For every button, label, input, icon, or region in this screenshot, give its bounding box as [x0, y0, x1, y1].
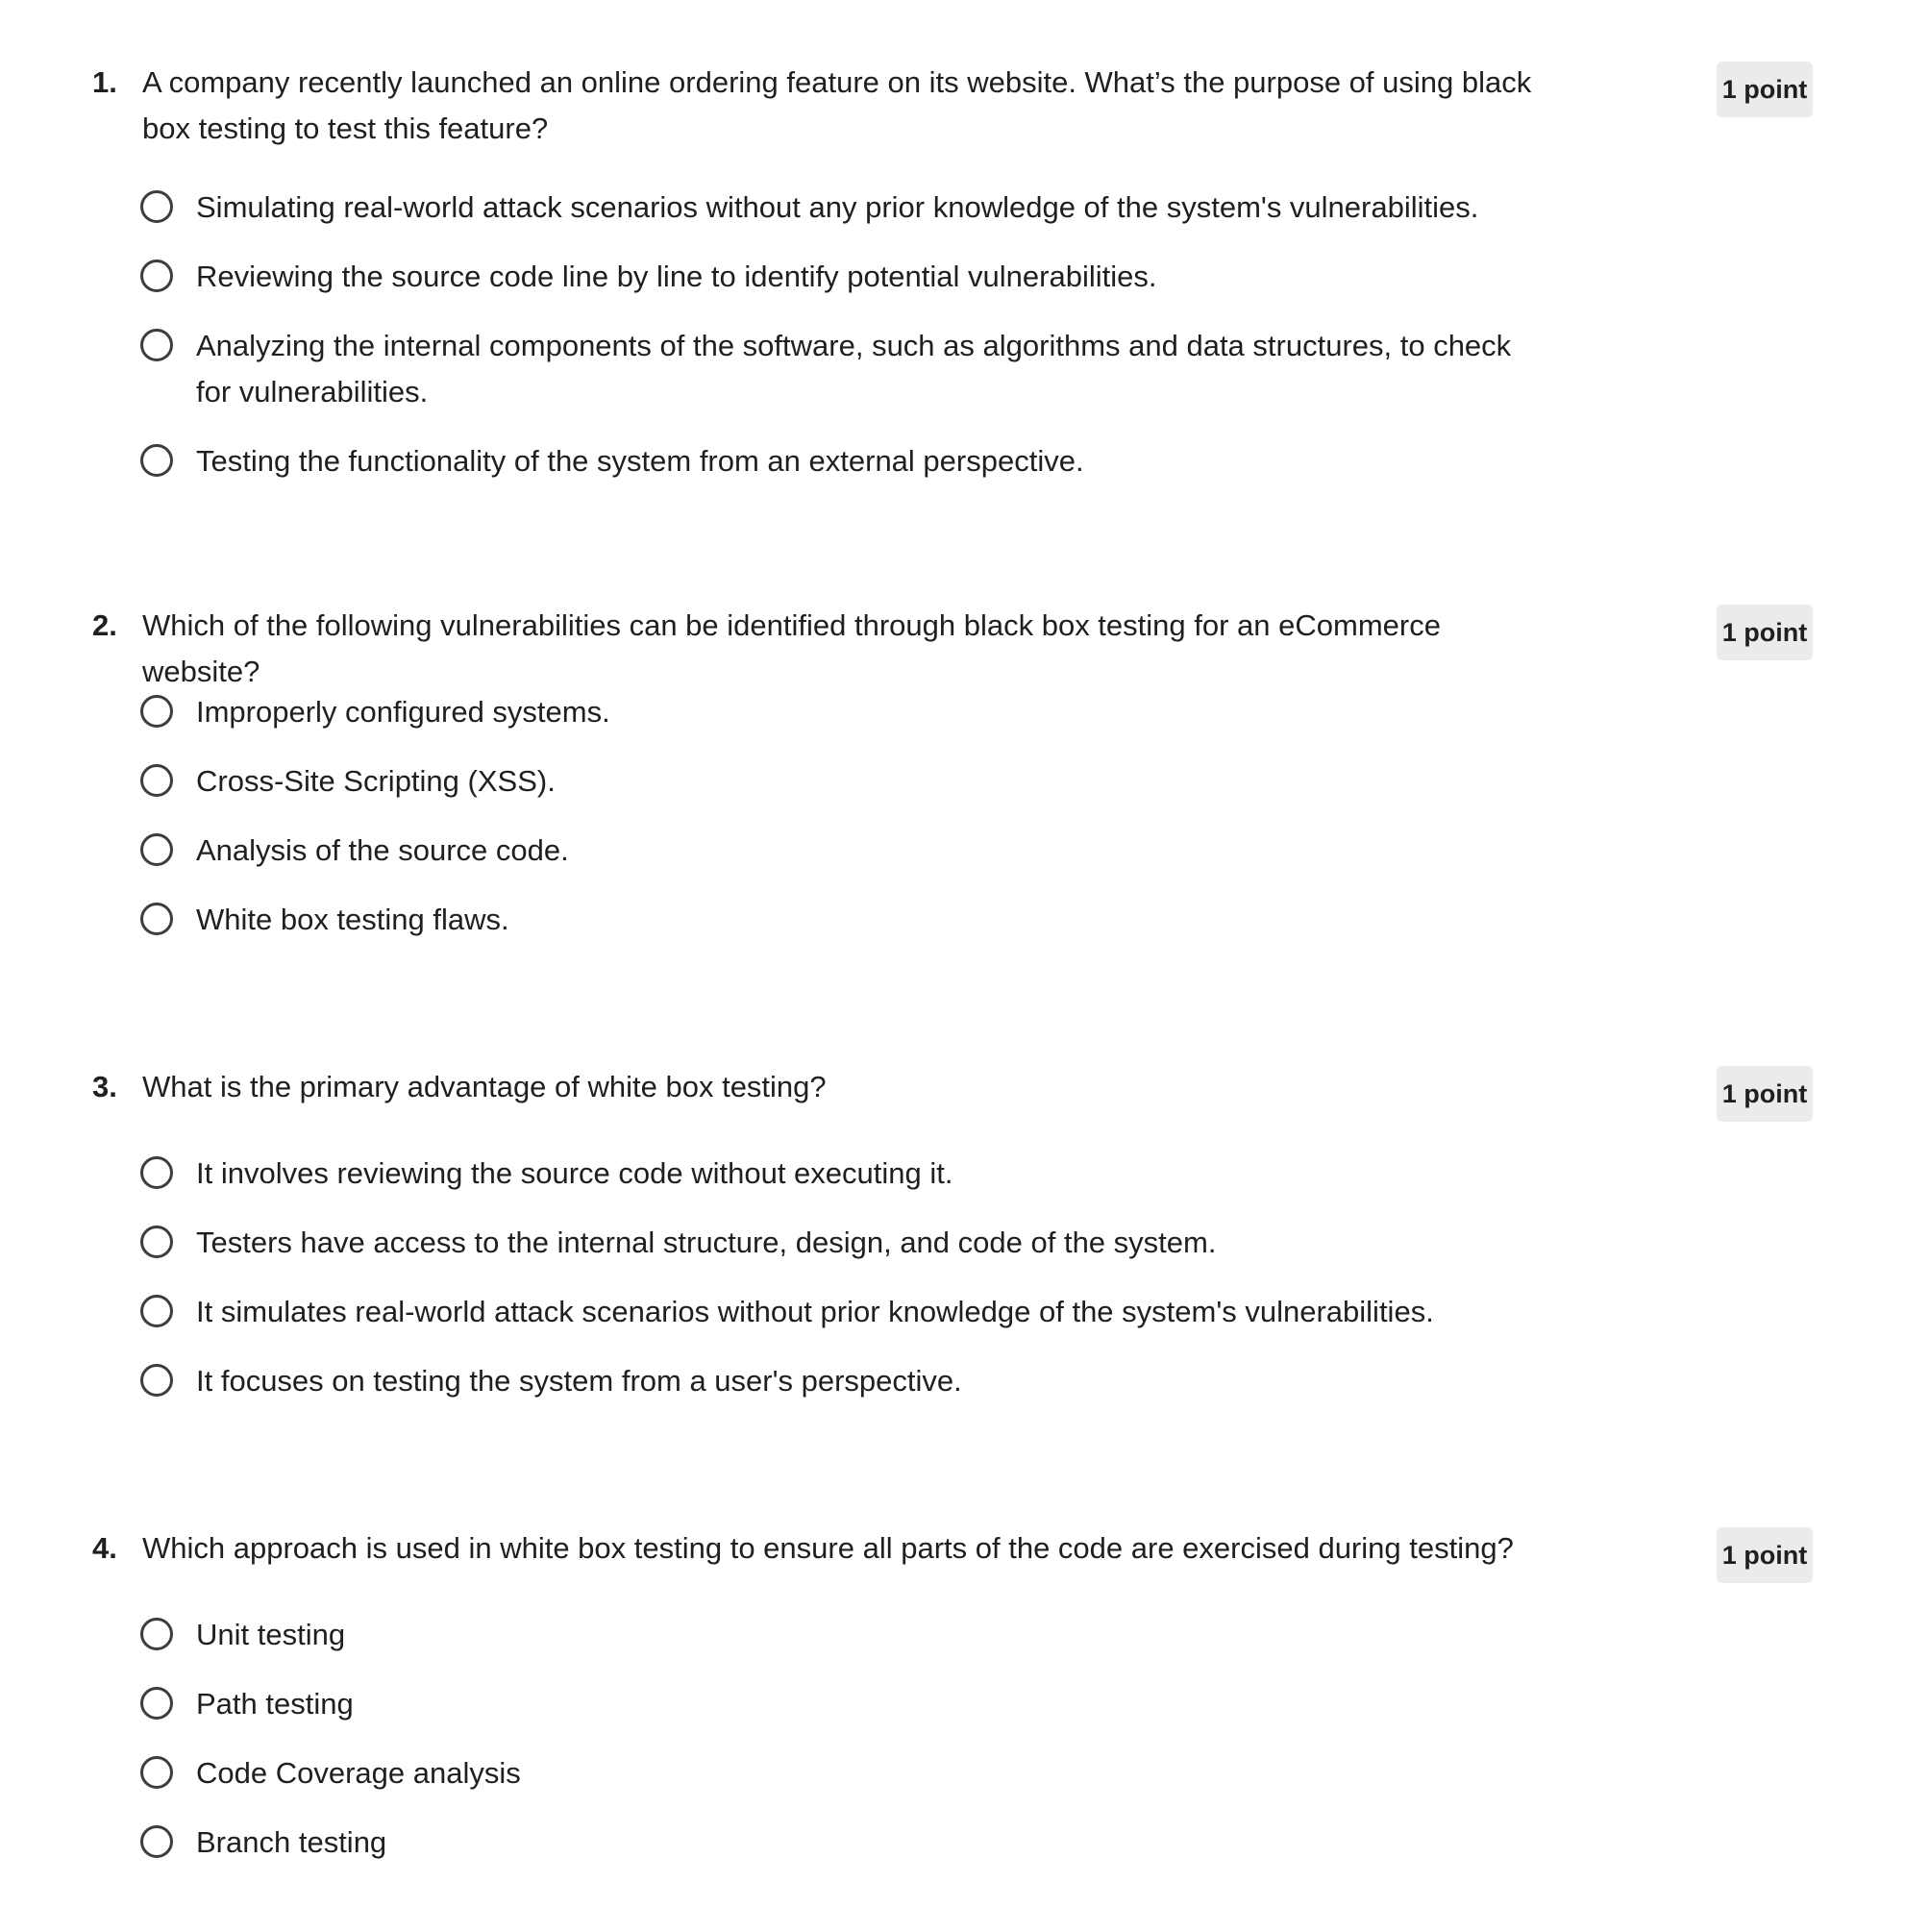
option-list — [140, 1612, 1563, 1866]
option-label: Simulating real-world attack scenarios without any prior knowledge of the system's vulnerabilities. — [196, 190, 1479, 224]
radio-circle-icon[interactable] — [140, 190, 173, 223]
radio-circle-icon[interactable] — [140, 1618, 173, 1650]
question-number: 3. — [92, 1070, 117, 1103]
option-label: Cross-Site Scripting (XSS). — [196, 764, 556, 798]
question-text: Which of the following vulnerabilities can be identified through black box testing for an eCommerce website? — [142, 608, 1441, 688]
option-radio[interactable] — [140, 828, 1563, 874]
option-radio[interactable] — [140, 254, 1563, 300]
points-badge: 1 point — [1717, 605, 1813, 660]
radio-circle-icon[interactable] — [140, 1364, 173, 1397]
radio-circle-icon[interactable] — [140, 1825, 173, 1858]
radio-circle-icon[interactable] — [140, 1756, 173, 1789]
radio-circle-icon[interactable] — [140, 833, 173, 866]
radio-circle-icon[interactable] — [140, 444, 173, 477]
option-label: Testing the functionality of the system from an external perspective. — [196, 444, 1084, 478]
radio-circle-icon[interactable] — [140, 903, 173, 935]
option-label: Path testing — [196, 1687, 354, 1721]
option-radio[interactable] — [140, 1681, 1563, 1727]
question-text: What is the primary advantage of white box testing? — [142, 1070, 827, 1103]
option-radio[interactable] — [140, 758, 1563, 805]
option-label: It involves reviewing the source code without executing it. — [196, 1156, 953, 1190]
option-radio[interactable] — [140, 323, 1563, 415]
radio-circle-icon[interactable] — [140, 329, 173, 361]
option-label: Testers have access to the internal structure, design, and code of the system. — [196, 1226, 1217, 1259]
radio-circle-icon[interactable] — [140, 1226, 173, 1258]
option-list — [140, 1151, 1563, 1404]
radio-circle-icon[interactable] — [140, 764, 173, 797]
question-text: Which approach is used in white box testing to ensure all parts of the code are exercised during testing? — [142, 1531, 1514, 1565]
option-radio[interactable] — [140, 1358, 1563, 1404]
option-label: Improperly configured systems. — [196, 695, 610, 729]
option-label: White box testing flaws. — [196, 903, 509, 936]
option-label: Reviewing the source code line by line to identify potential vulnerabilities. — [196, 260, 1157, 293]
option-radio[interactable] — [140, 185, 1563, 231]
radio-circle-icon[interactable] — [140, 1295, 173, 1327]
option-radio[interactable] — [140, 1220, 1563, 1266]
points-badge: 1 point — [1717, 62, 1813, 117]
option-radio[interactable] — [140, 689, 1563, 735]
radio-circle-icon[interactable] — [140, 260, 173, 292]
option-label: It simulates real-world attack scenarios without prior knowledge of the system's vulnerabilities. — [196, 1295, 1434, 1328]
points-badge: 1 point — [1717, 1527, 1813, 1583]
option-radio[interactable] — [140, 897, 1563, 943]
option-list — [140, 689, 1563, 943]
radio-circle-icon[interactable] — [140, 1687, 173, 1720]
option-label: It focuses on testing the system from a user's perspective. — [196, 1364, 962, 1398]
question-number: 1. — [92, 65, 117, 99]
option-radio[interactable] — [140, 1820, 1563, 1866]
option-label: Unit testing — [196, 1618, 346, 1651]
option-label: Analysis of the source code. — [196, 833, 569, 867]
option-radio[interactable] — [140, 1151, 1563, 1197]
option-label: Analyzing the internal components of the software, such as algorithms and data structures, to check for vulnerabilities. — [196, 329, 1512, 409]
option-radio[interactable] — [140, 1612, 1563, 1658]
radio-circle-icon[interactable] — [140, 695, 173, 728]
option-radio[interactable] — [140, 1289, 1563, 1335]
option-radio[interactable] — [140, 1750, 1563, 1796]
question-number: 4. — [92, 1531, 117, 1565]
question-text: A company recently launched an online ordering feature on its website. What’s the purpose of using black box testing to test this feature? — [142, 65, 1532, 145]
question-number: 2. — [92, 608, 117, 642]
option-label: Branch testing — [196, 1825, 387, 1859]
points-badge: 1 point — [1717, 1066, 1813, 1122]
option-label: Code Coverage analysis — [196, 1756, 521, 1790]
option-radio[interactable] — [140, 438, 1563, 484]
radio-circle-icon[interactable] — [140, 1156, 173, 1189]
option-list — [140, 185, 1563, 484]
